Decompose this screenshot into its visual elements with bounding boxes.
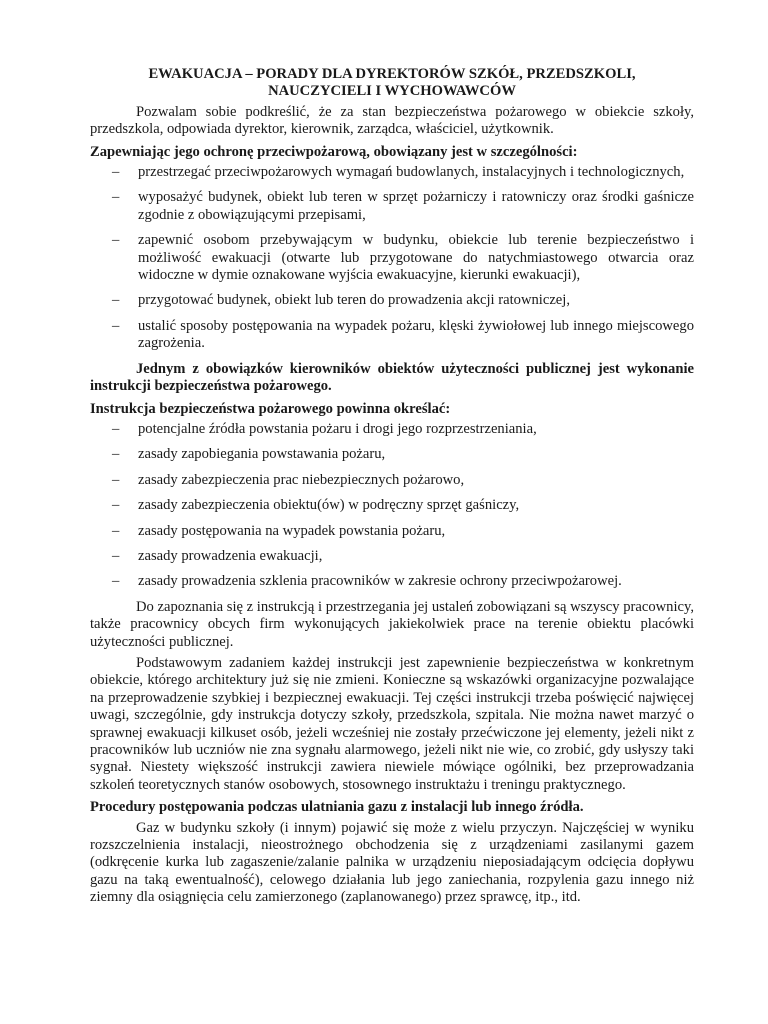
list-item-text: zapewnić osobom przebywającym w budynku, obiekcie lub terenie bezpieczeństwo i możliwość ewakuacji (otwarte lub przygotowane do natychmiastowego otwarcia oraz widoczne w dymie oznakowane wyjścia ewakuacyjne, kierunki ewakuacji), bbox=[138, 232, 694, 284]
list-item-text: zasady zabezpieczenia prac niebezpiecznych pożarowo, bbox=[138, 471, 465, 488]
list-item bbox=[90, 446, 694, 463]
list-item bbox=[90, 421, 694, 438]
list-item bbox=[90, 548, 694, 565]
list-item bbox=[90, 472, 694, 489]
document-title bbox=[90, 66, 694, 101]
list-item-text: potencjalne źródła powstania pożaru i drogi jego rozprzestrzeniania, bbox=[138, 420, 537, 437]
dash-bullet: – bbox=[112, 573, 120, 590]
dash-bullet: – bbox=[112, 164, 120, 181]
list-item bbox=[90, 573, 694, 590]
dash-bullet: – bbox=[112, 232, 120, 249]
title-line-2: NAUCZYCIELI I WYCHOWAWCÓW bbox=[268, 83, 516, 100]
list-item bbox=[90, 164, 694, 181]
list-item-text: zasady postępowania na wypadek powstania pożaru, bbox=[138, 522, 446, 539]
section-1-heading: Zapewniając jego ochronę przeciwpożarową, obowiązany jest w szczególności: bbox=[90, 143, 578, 160]
list-item bbox=[90, 497, 694, 514]
list-item-text: ustalić sposoby postępowania na wypadek pożaru, klęski żywiołowej lub innego miejscowego zagrożenia. bbox=[138, 317, 694, 352]
list-item-text: zasady prowadzenia szklenia pracowników w zakresie ochrony przeciwpożarowej. bbox=[138, 573, 622, 590]
section-2-list bbox=[90, 421, 694, 591]
list-item-text: przestrzegać przeciwpożarowych wymagań budowlanych, instalacyjnych i technologicznych, bbox=[138, 164, 685, 181]
list-item bbox=[90, 189, 694, 224]
list-item-text: zasady zabezpieczenia obiektu(ów) w podręczny sprzęt gaśniczy, bbox=[138, 497, 520, 514]
section-3-heading: Procedury postępowania podczas ulatniania gazu z instalacji lub innego źródła. bbox=[90, 799, 584, 816]
list-item bbox=[90, 523, 694, 540]
duty-paragraph: Jednym z obowiązków kierowników obiektów użyteczności publicznej jest wykonanie instrukcji bezpieczeństwa pożarowego. bbox=[90, 360, 694, 395]
intro-paragraph: Pozwalam sobie podkreślić, że za stan bezpieczeństwa pożarowego w obiekcie szkoły, przedszkola, odpowiada dyrektor, kierownik, zarządca, właściciel, użytkownik. bbox=[90, 103, 694, 138]
list-item-text: zasady zapobiegania powstawania pożaru, bbox=[138, 446, 386, 463]
section-2-heading: Instrukcja bezpieczeństwa pożarowego powinna określać: bbox=[90, 400, 451, 417]
dash-bullet: – bbox=[112, 189, 120, 206]
dash-bullet: – bbox=[112, 522, 120, 539]
list-item bbox=[90, 292, 694, 309]
dash-bullet: – bbox=[112, 317, 120, 334]
list-item bbox=[90, 232, 694, 284]
list-item-text: przygotować budynek, obiekt lub teren do prowadzenia akcji ratowniczej, bbox=[138, 292, 570, 309]
staff-paragraph: Do zapoznania się z instrukcją i przestrzegania jej ustaleń zobowiązani są wszyscy pracownicy, także pracownicy obcych firm wykonujących jakiekolwiek prace na terenie obiektu placówki użyteczności publicznej. bbox=[90, 598, 694, 650]
dash-bullet: – bbox=[112, 471, 120, 488]
list-item-text: wyposażyć budynek, obiekt lub teren w sprzęt pożarniczy i ratowniczy oraz środki gaśnicze zgodnie z obowiązującymi przepisami, bbox=[138, 189, 694, 223]
dash-bullet: – bbox=[112, 292, 120, 309]
gas-paragraph: Gaz w budynku szkoły (i innym) pojawić się może z wielu przyczyn. Najczęściej w wyniku rozszczelnienia instalacji, nieostrożnego obchodzenia się z urządzeniami zasilanymi gazem (odkręcenie kurka lub zagaszenie/zalanie palnika w urządzeniu nieposiadającym odcięcia dopływu gazu na taką ewentualność), celowego działania lub jego zaniechania, rozpylenia gazu innego niż ziemny dla osiągnięcia celu zamierzonego (zaplanowanego) przez sprawcę, itp., itd. bbox=[90, 819, 694, 906]
list-item bbox=[90, 318, 694, 353]
dash-bullet: – bbox=[112, 497, 120, 514]
instruction-paragraph: Podstawowym zadaniem każdej instrukcji jest zapewnienie bezpieczeństwa w konkretnym obiekcie, którego architektury już się nie zmieni. Konieczne są wskazówki organizacyjne pozwalające na przeprowadzenie szybkiej i bezpiecznej ewakuacji. Tej części instrukcji trzeba poświęcić najwięcej uwagi, szczególnie, gdy instrukcja dotyczy szkoły, przedszkola, szpitala. Nie można nawet marzyć o sprawnej ewakuacji kilkuset osób, jeżeli wcześniej nie zostały przećwiczone jej elementy, jeżeli nikt z pracowników lub uczniów nie zna sygnału alarmowego, jeżeli nikt nie wie, co zrobić, gdy usłyszy taki sygnał. Niestety większość instrukcji zawiera niewiele mówiące ogólniki, bez przeprowadzania szkoleń teoretycznych stanów osobowych, stosownego instruktażu i treningu praktycznego. bbox=[90, 654, 694, 793]
dash-bullet: – bbox=[112, 547, 120, 564]
dash-bullet: – bbox=[112, 446, 120, 463]
title-line-1: EWAKUACJA – PORADY DLA DYREKTORÓW SZKÓŁ, PRZEDSZKOLI, bbox=[148, 66, 636, 82]
list-item-text: zasady prowadzenia ewakuacji, bbox=[138, 547, 323, 564]
section-1-list bbox=[90, 164, 694, 353]
dash-bullet: – bbox=[112, 420, 120, 437]
